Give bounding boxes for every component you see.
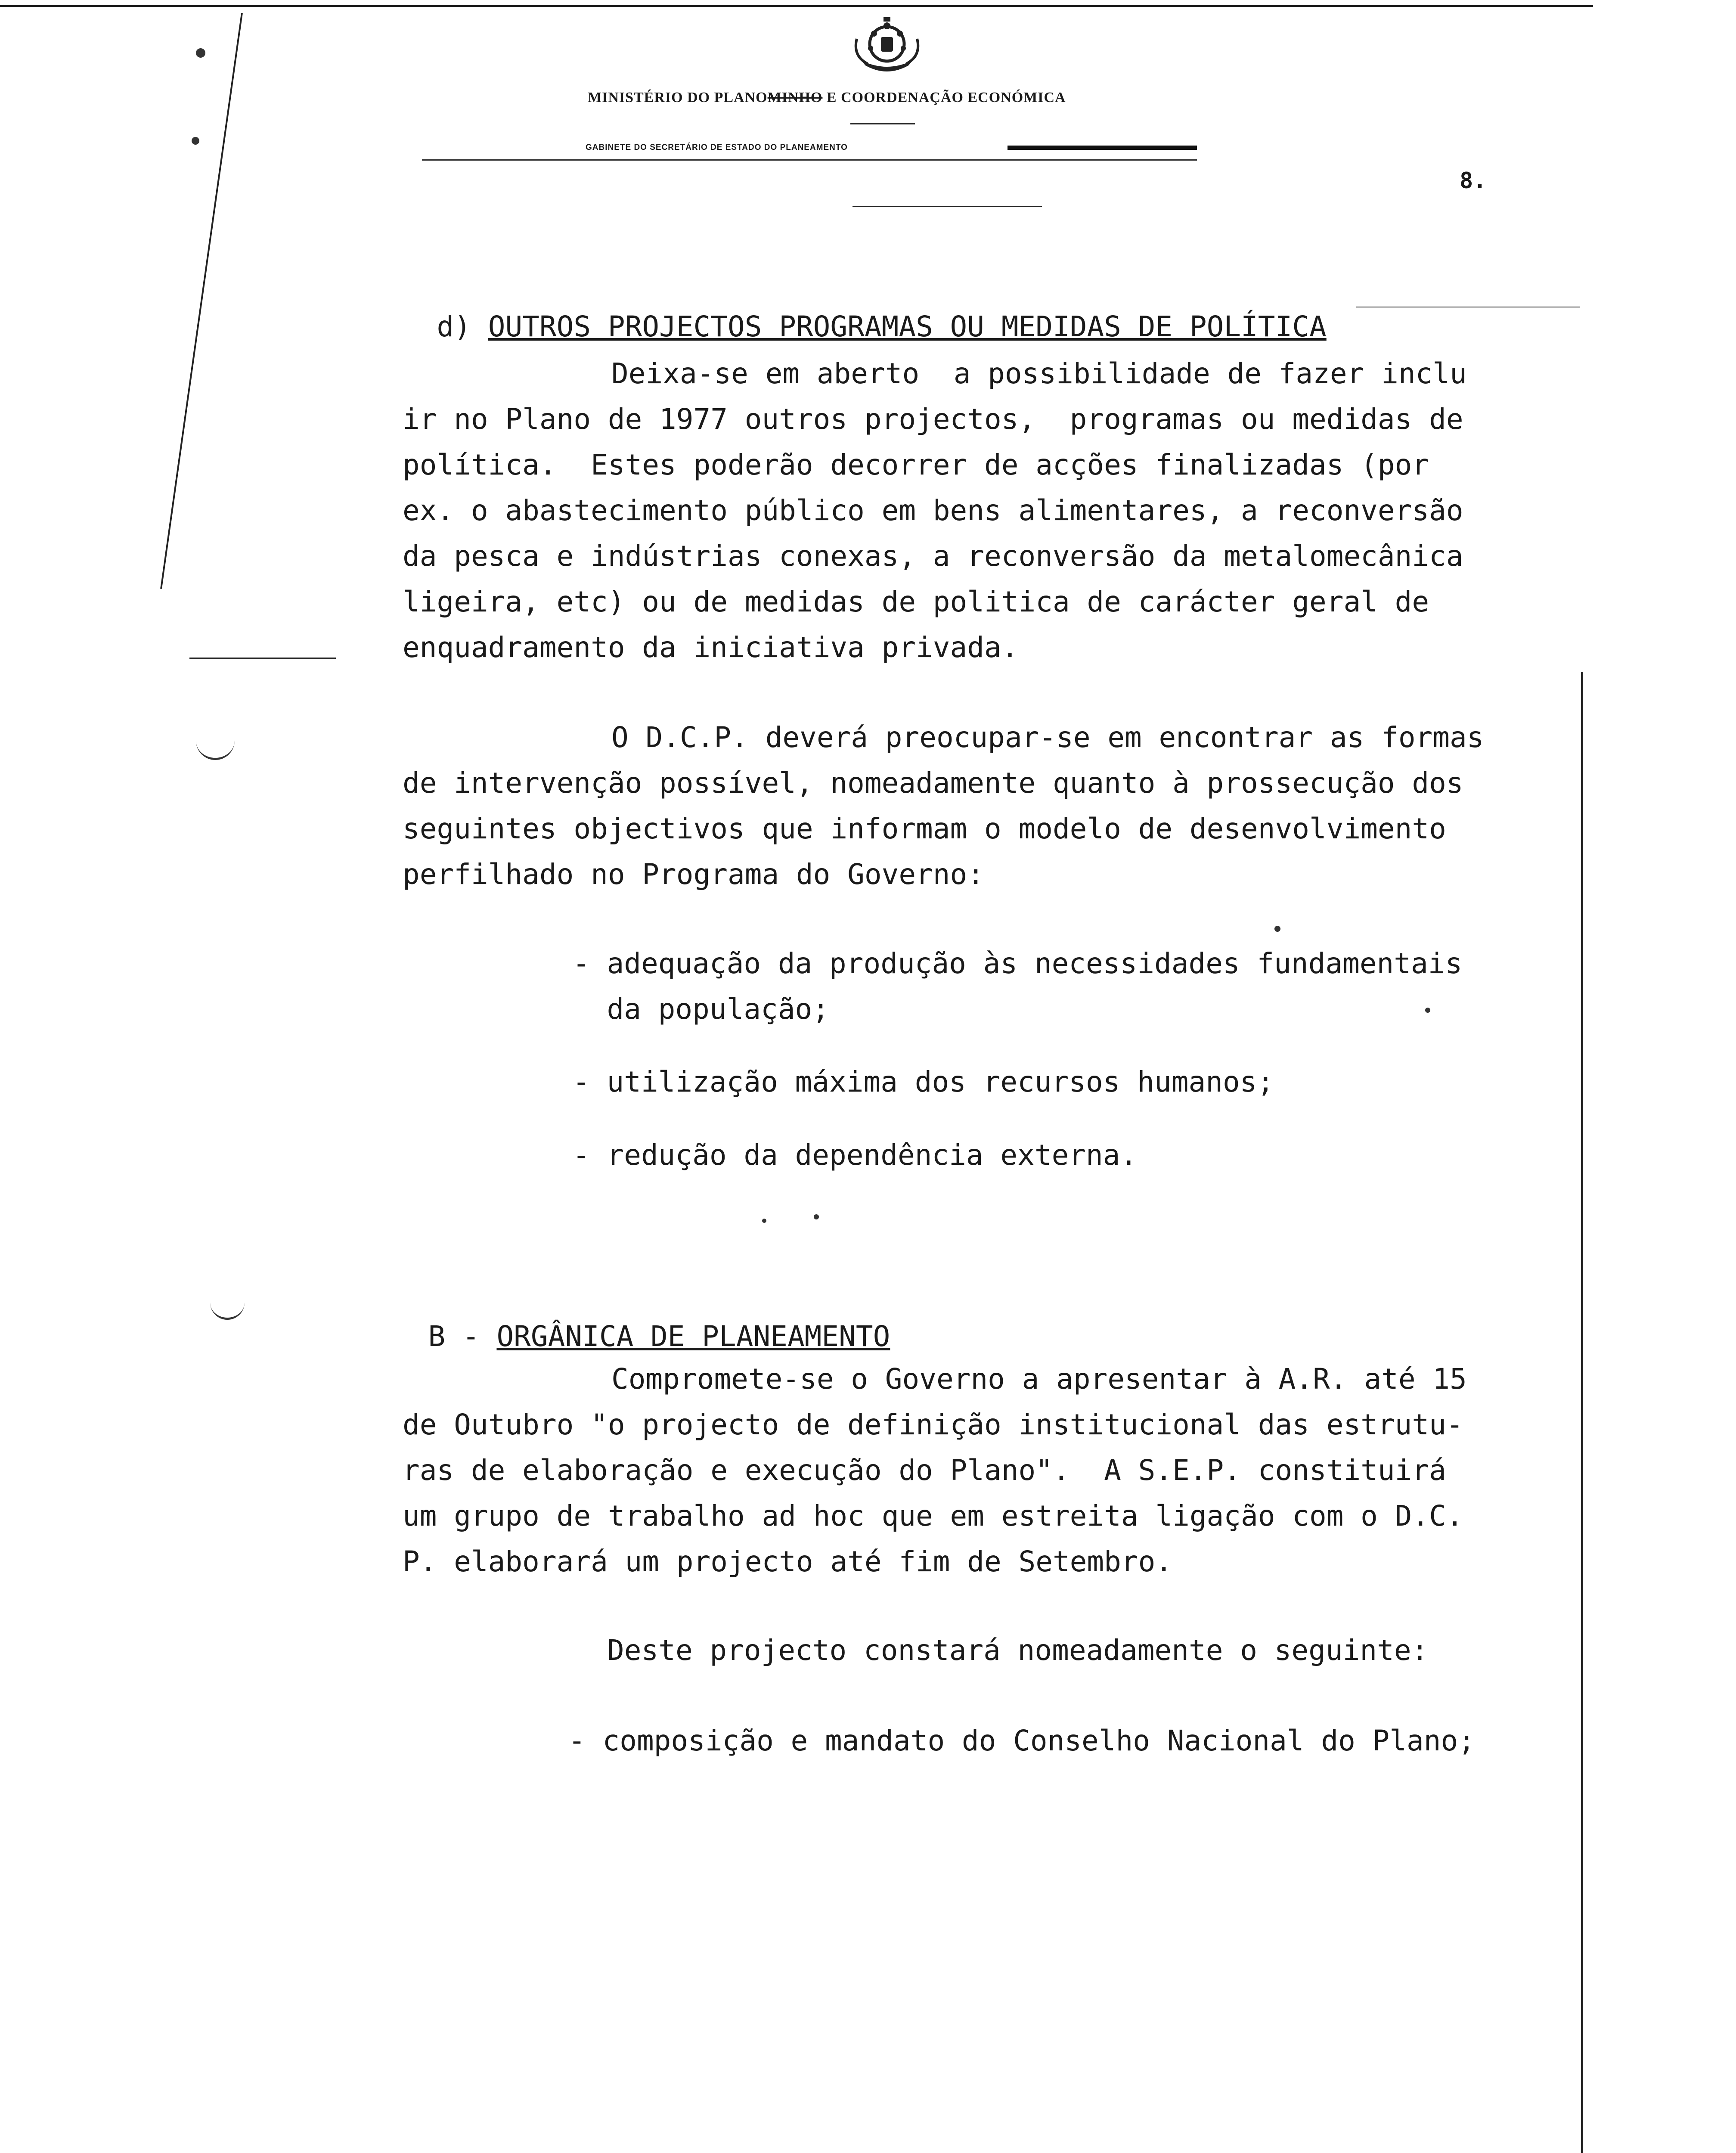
ministry-title-part1: MINISTÉRIO DO PLANO: [588, 90, 768, 105]
section-b-bullet: - composição e mandato do Conselho Nacional do Plano;: [568, 1724, 1475, 1757]
section-d-title: OUTROS PROJECTOS PROGRAMAS OU MEDIDAS DE POLÍTICA: [488, 310, 1327, 343]
cabinet-strikeout: [1008, 146, 1197, 150]
cabinet-subtitle: GABINETE DO SECRETÁRIO DE ESTADO DO PLANEAMENTO: [586, 143, 848, 152]
section-d-bullet-cont: da população;: [573, 993, 830, 1026]
scan-speck: [1274, 926, 1280, 932]
section-d-heading: [403, 258, 1327, 350]
margin-hook-mark: [210, 1292, 245, 1320]
section-b-para1-line: um grupo de trabalho ad hoc que em estreita ligação com o D.C.: [403, 1499, 1463, 1533]
section-d-prefix: d): [437, 310, 488, 343]
ministry-rule: [850, 123, 915, 124]
section-d-para1-line: ligeira, etc) ou de medidas de politica de carácter geral de: [403, 585, 1429, 618]
ministry-title: [588, 90, 1190, 106]
section-d-bullet: - adequação da produção às necessidades fundamentais: [573, 947, 1463, 980]
section-d-para2-line: O D.C.P. deverá preocupar-se em encontrar as formas: [611, 721, 1484, 754]
section-b-title: ORGÂNICA DE PLANEAMENTO: [496, 1320, 890, 1353]
section-d-para1-line: política. Estes poderão decorrer de acções finalizadas (por: [403, 448, 1429, 481]
section-d-para1-line: Deixa-se em aberto a possibilidade de fazer inclu: [611, 357, 1467, 390]
section-d-para2-line: perfilhado no Programa do Governo:: [403, 858, 985, 891]
ministry-title-part2: E COORDENAÇÃO ECONÓMICA: [822, 90, 1066, 105]
margin-dash: [189, 658, 336, 659]
section-d-para1-line: da pesca e indústrias conexas, a reconversão da metalomecânica: [403, 540, 1463, 573]
section-b-heading: [394, 1268, 890, 1359]
rule-under-header: [852, 206, 1042, 207]
section-b-prefix: B -: [428, 1320, 497, 1353]
margin-hook-mark: [196, 732, 235, 760]
section-d-para2-line: seguintes objectivos que informam o modelo de desenvolvimento: [403, 812, 1446, 845]
coat-of-arms-seal: [844, 13, 930, 82]
section-d-para2-line: de intervenção possível, nomeadamente quanto à prossecução dos: [403, 766, 1463, 800]
scan-speck: [814, 1214, 819, 1219]
scan-speck: [1425, 1008, 1430, 1013]
section-d-bullet: - utilização máxima dos recursos humanos;: [573, 1065, 1274, 1098]
section-b-para1-line: de Outubro "o projecto de definição institucional das estrutu-: [403, 1408, 1463, 1441]
scan-top-border: [0, 5, 1593, 7]
scan-left-edge: [160, 13, 243, 589]
ministry-title-struck: MINHO: [767, 90, 823, 105]
section-d-para1-line: ir no Plano de 1977 outros projectos, programas ou medidas de: [403, 403, 1463, 436]
section-b-para1-line: Compromete-se o Governo a apresentar à A.R. até 15: [611, 1362, 1467, 1396]
section-d-para1-line: ex. o abastecimento público em bens alimentares, a reconversão: [403, 494, 1463, 527]
page-number: 8.: [1460, 168, 1487, 194]
section-b-para1-line: P. elaborará um projecto até fim de Setembro.: [403, 1545, 1173, 1578]
scan-right-edge: [1581, 672, 1583, 2153]
cabinet-rule: [422, 159, 1197, 161]
section-b-para2: Deste projecto constará nomeadamente o seguinte:: [607, 1634, 1429, 1667]
scan-speck: [196, 48, 205, 58]
scan-speck: [192, 137, 199, 145]
scan-speck: [762, 1219, 766, 1223]
section-d-bullet: - redução da dependência externa.: [573, 1139, 1138, 1172]
section-b-para1-line: ras de elaboração e execução do Plano". A S.E.P. constituirá: [403, 1454, 1446, 1487]
section-d-para1-line: enquadramento da iniciativa privada.: [403, 631, 1019, 664]
